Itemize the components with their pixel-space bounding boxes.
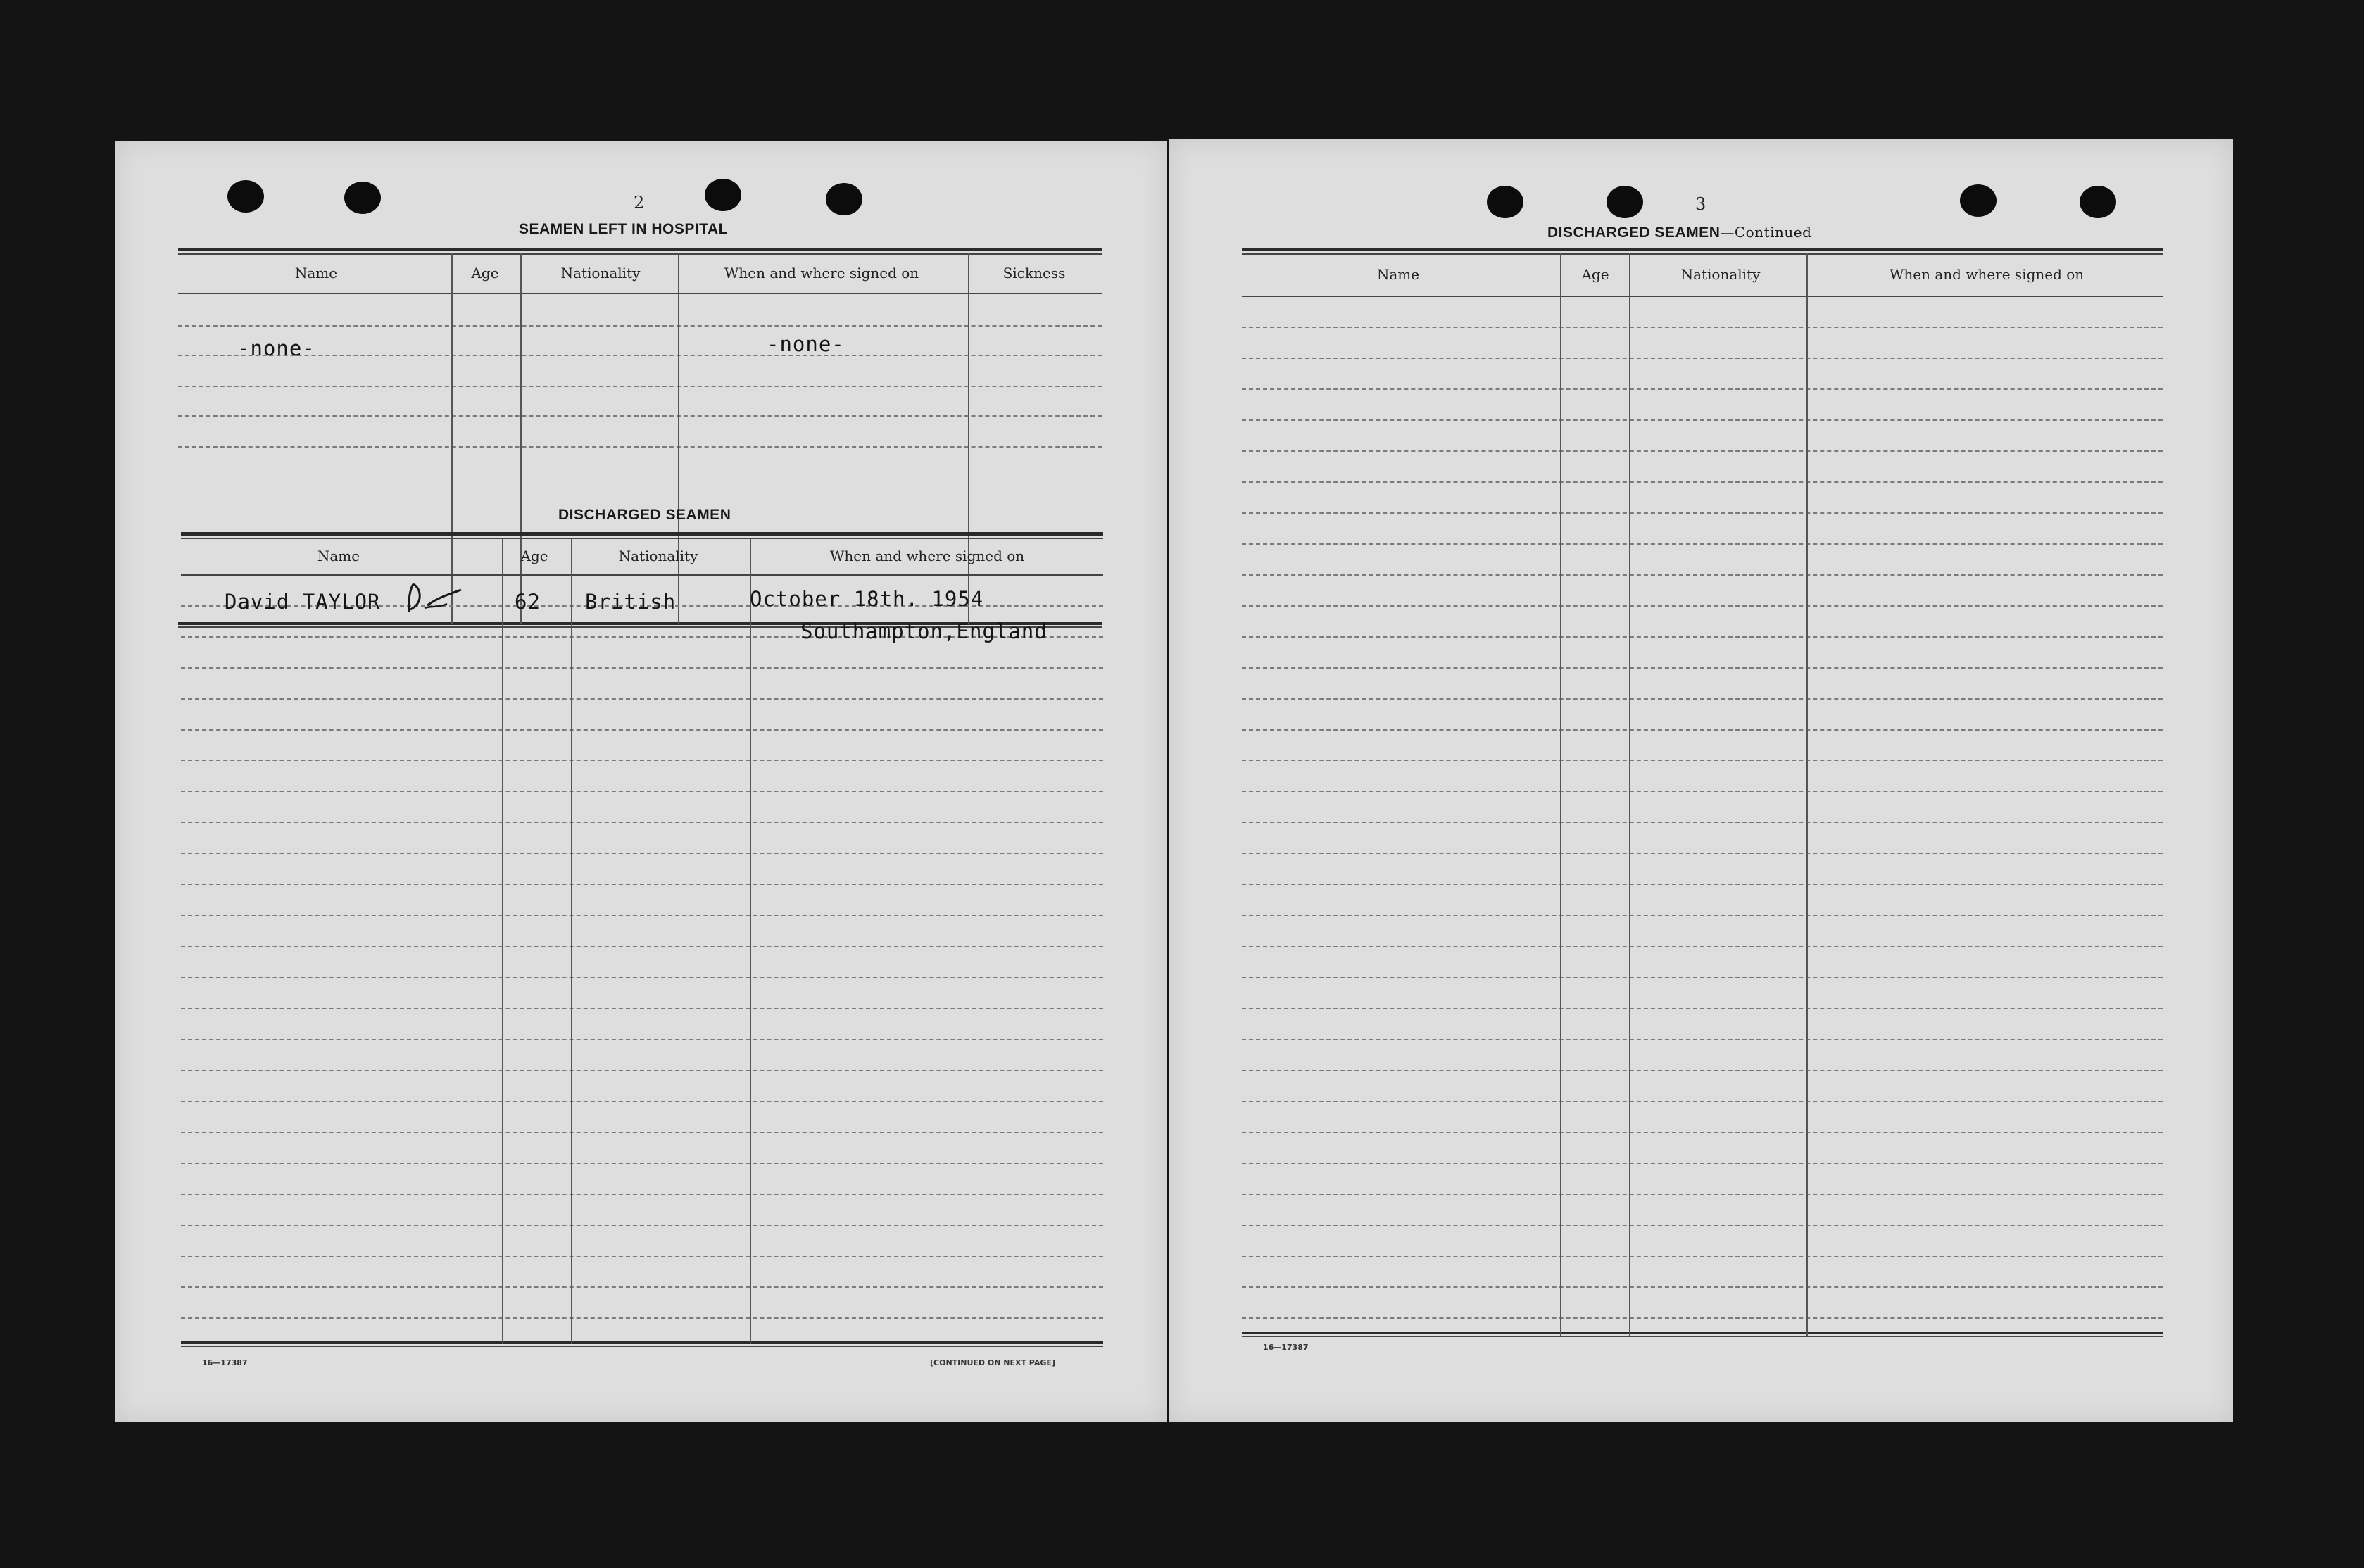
seaman-nationality: British [585, 590, 677, 614]
ruled-line [181, 1225, 1103, 1226]
punch-hole [1607, 186, 1643, 218]
page-number: 3 [1695, 194, 1706, 214]
ruled-line [1242, 946, 2163, 947]
ruled-line [1242, 915, 2163, 916]
ruled-line [181, 1317, 1103, 1319]
punch-hole [344, 182, 381, 214]
ruled-line [1242, 1039, 2163, 1040]
ruled-line [1242, 1225, 2163, 1226]
ruled-line [1242, 419, 2163, 421]
ruled-line [1242, 884, 2163, 885]
ruled-line [1242, 667, 2163, 669]
handwritten-initials [403, 580, 464, 617]
ruled-line [1242, 729, 2163, 731]
ruled-line [1242, 1256, 2163, 1257]
ruled-line [1242, 605, 2163, 607]
column-header-nationality: Nationality [560, 265, 641, 282]
ruled-line [1242, 543, 2163, 545]
ruled-line [1242, 512, 2163, 514]
section-title: DISCHARGED SEAMEN—Continued [1547, 224, 1812, 241]
page-number: 2 [634, 193, 645, 213]
column-header-age: Age [520, 548, 548, 564]
ruled-line [181, 977, 1103, 978]
ruled-line [181, 760, 1103, 761]
ruled-line [181, 1163, 1103, 1164]
discharged-table [181, 532, 1103, 1355]
ruled-line [1242, 481, 2163, 483]
ruled-line [1242, 1132, 2163, 1133]
ruled-line [181, 1070, 1103, 1071]
ruled-line [181, 853, 1103, 854]
ruled-line [1242, 1163, 2163, 1164]
continued-note: [CONTINUED ON NEXT PAGE] [930, 1358, 1055, 1367]
ruled-line [1242, 1194, 2163, 1195]
ruled-line [181, 884, 1103, 885]
ruled-line [181, 1132, 1103, 1133]
ruled-line [1242, 1070, 2163, 1071]
ruled-line [1242, 698, 2163, 700]
ruled-line [1242, 822, 2163, 823]
ruled-line [1242, 388, 2163, 390]
left-page [115, 141, 1167, 1422]
punch-hole [1960, 184, 1997, 217]
discharged-section-title: DISCHARGED SEAMEN [558, 507, 731, 523]
column-header-age: Age [1581, 266, 1609, 283]
ruled-line [181, 822, 1103, 823]
column-header-sickness: Sickness [1002, 265, 1066, 282]
ruled-line [181, 1286, 1103, 1288]
column-header-name: Name [317, 548, 360, 564]
ruled-line [181, 915, 1103, 916]
punch-hole [705, 179, 741, 211]
column-header-nationality: Nationality [618, 548, 698, 564]
ruled-line [1242, 327, 2163, 328]
hospital-section-title: SEAMEN LEFT IN HOSPITAL [519, 221, 728, 237]
hospital-signed-on-entry: -none- [767, 332, 845, 356]
ruled-line [1242, 977, 2163, 978]
column-header-name: Name [1376, 266, 1420, 283]
seaman-age: 62 [515, 590, 541, 614]
column-header-signed-on: When and where signed on [829, 548, 1025, 564]
seaman-signed-on-place: Southampton,England [800, 619, 1048, 643]
seaman-signed-on-date: October 18th. 1954 [750, 587, 984, 611]
ruled-line [181, 1194, 1103, 1195]
ruled-line [1242, 1317, 2163, 1319]
column-header-signed-on: When and where signed on [724, 265, 919, 282]
ruled-line [1242, 1286, 2163, 1288]
ruled-line [181, 791, 1103, 792]
hospital-name-entry: -none- [237, 336, 315, 360]
punch-hole [227, 180, 264, 213]
ruled-line [181, 698, 1103, 700]
seaman-name: David TAYLOR [225, 590, 381, 614]
ruled-line [1242, 574, 2163, 576]
ruled-line [1242, 853, 2163, 854]
column-header-signed-on: When and where signed on [1889, 266, 2085, 283]
ruled-line [181, 667, 1103, 669]
ruled-line [1242, 636, 2163, 638]
punch-hole [2080, 186, 2116, 218]
ruled-line [181, 1039, 1103, 1040]
right-page [1169, 139, 2233, 1422]
ruled-line [181, 729, 1103, 731]
punch-hole [1487, 186, 1523, 218]
ruled-line [181, 1101, 1103, 1102]
ruled-line [1242, 760, 2163, 761]
column-header-nationality: Nationality [1680, 266, 1761, 283]
ruled-line [1242, 450, 2163, 452]
ruled-line [1242, 1101, 2163, 1102]
ruled-line [1242, 1008, 2163, 1009]
ruled-line [1242, 358, 2163, 359]
form-number: 16—17387 [202, 1358, 248, 1367]
ruled-line [1242, 791, 2163, 792]
form-number: 16—17387 [1263, 1343, 1309, 1352]
column-header-name: Name [294, 265, 338, 282]
ruled-line [181, 946, 1103, 947]
ruled-line [181, 1008, 1103, 1009]
punch-hole [826, 183, 862, 215]
column-header-age: Age [471, 265, 499, 282]
discharged-continued-table [1242, 248, 2163, 1339]
ruled-line [181, 1256, 1103, 1257]
